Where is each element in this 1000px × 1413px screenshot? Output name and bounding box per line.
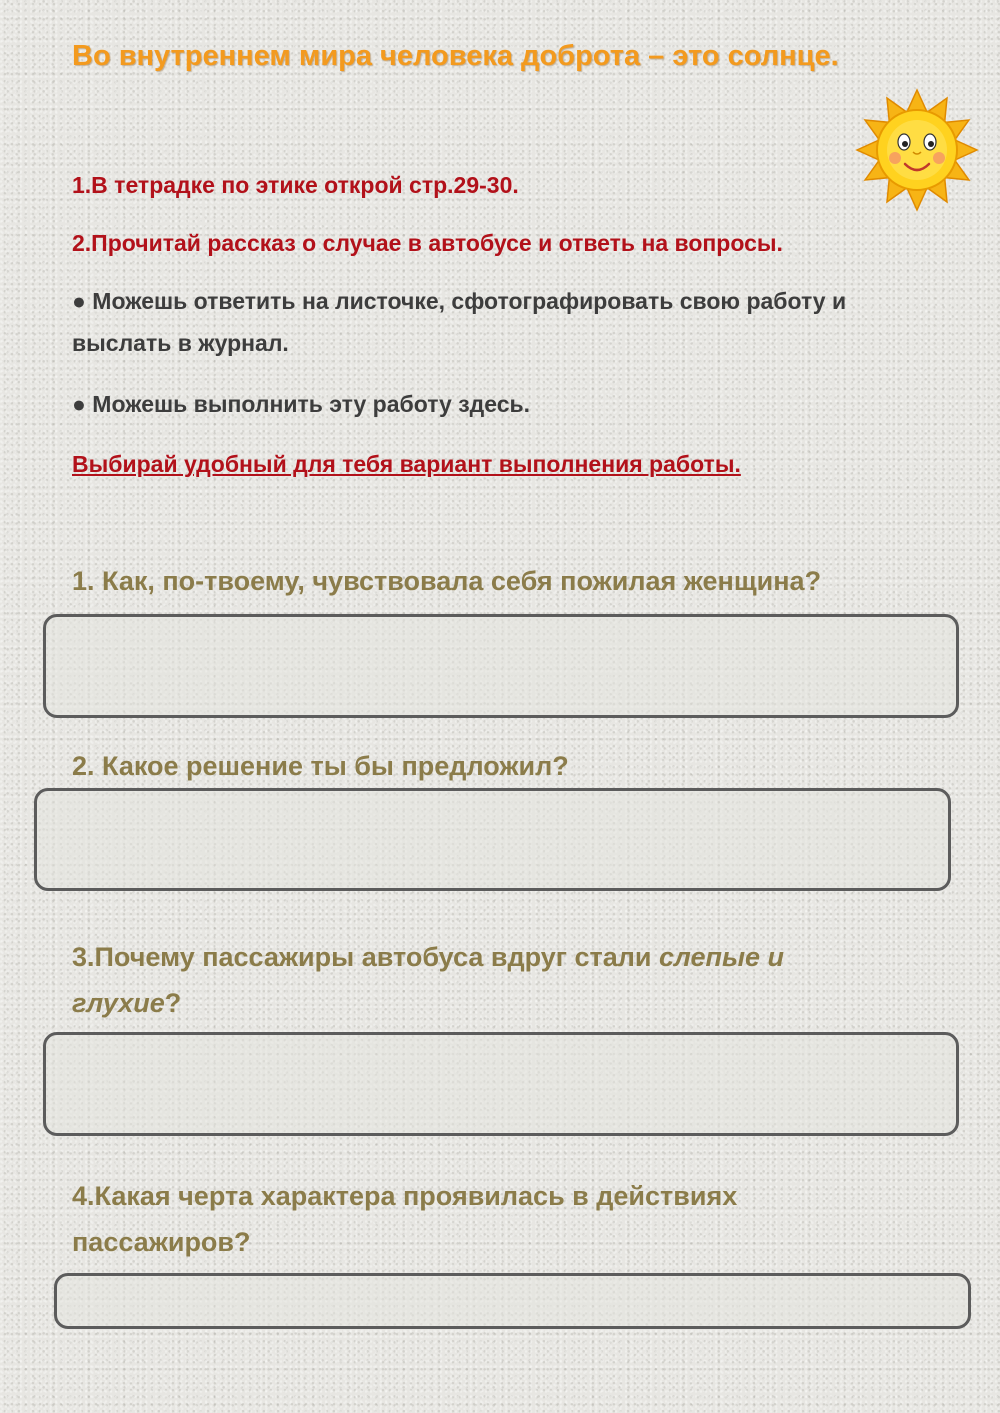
answer-box-1[interactable]	[43, 614, 959, 718]
question-4: 4.Какая черта характера проявилась в действиях пассажиров?	[72, 1181, 738, 1257]
page-title: Во внутреннем мира человека доброта – это солнце.	[72, 40, 839, 72]
option-paper: ● Можешь ответить на листочке, сфотографировать свою работу и выслать в журнал.	[72, 288, 847, 356]
answer-box-3[interactable]	[43, 1032, 959, 1136]
task-read-story: 2.Прочитай рассказ о случае в автобусе и ответь на вопросы.	[72, 230, 783, 256]
question-1: 1. Как, по-твоему, чувствовала себя пожилая женщина?	[72, 566, 822, 596]
question-3: 3.Почему пассажиры автобуса вдруг стали слепые и глухие?	[72, 942, 785, 1018]
answer-box-4[interactable]	[54, 1273, 971, 1329]
choose-variant-note: Выбирай удобный для тебя вариант выполнения работы.	[72, 451, 741, 477]
smiling-sun-icon	[852, 88, 982, 213]
answer-box-2[interactable]	[34, 788, 951, 891]
option-online: ● Можешь выполнить эту работу здесь.	[72, 391, 531, 417]
question-2: 2. Какое решение ты бы предложил?	[72, 751, 569, 781]
task-open-notebook: 1.В тетрадке по этике открой стр.29-30.	[72, 172, 519, 198]
